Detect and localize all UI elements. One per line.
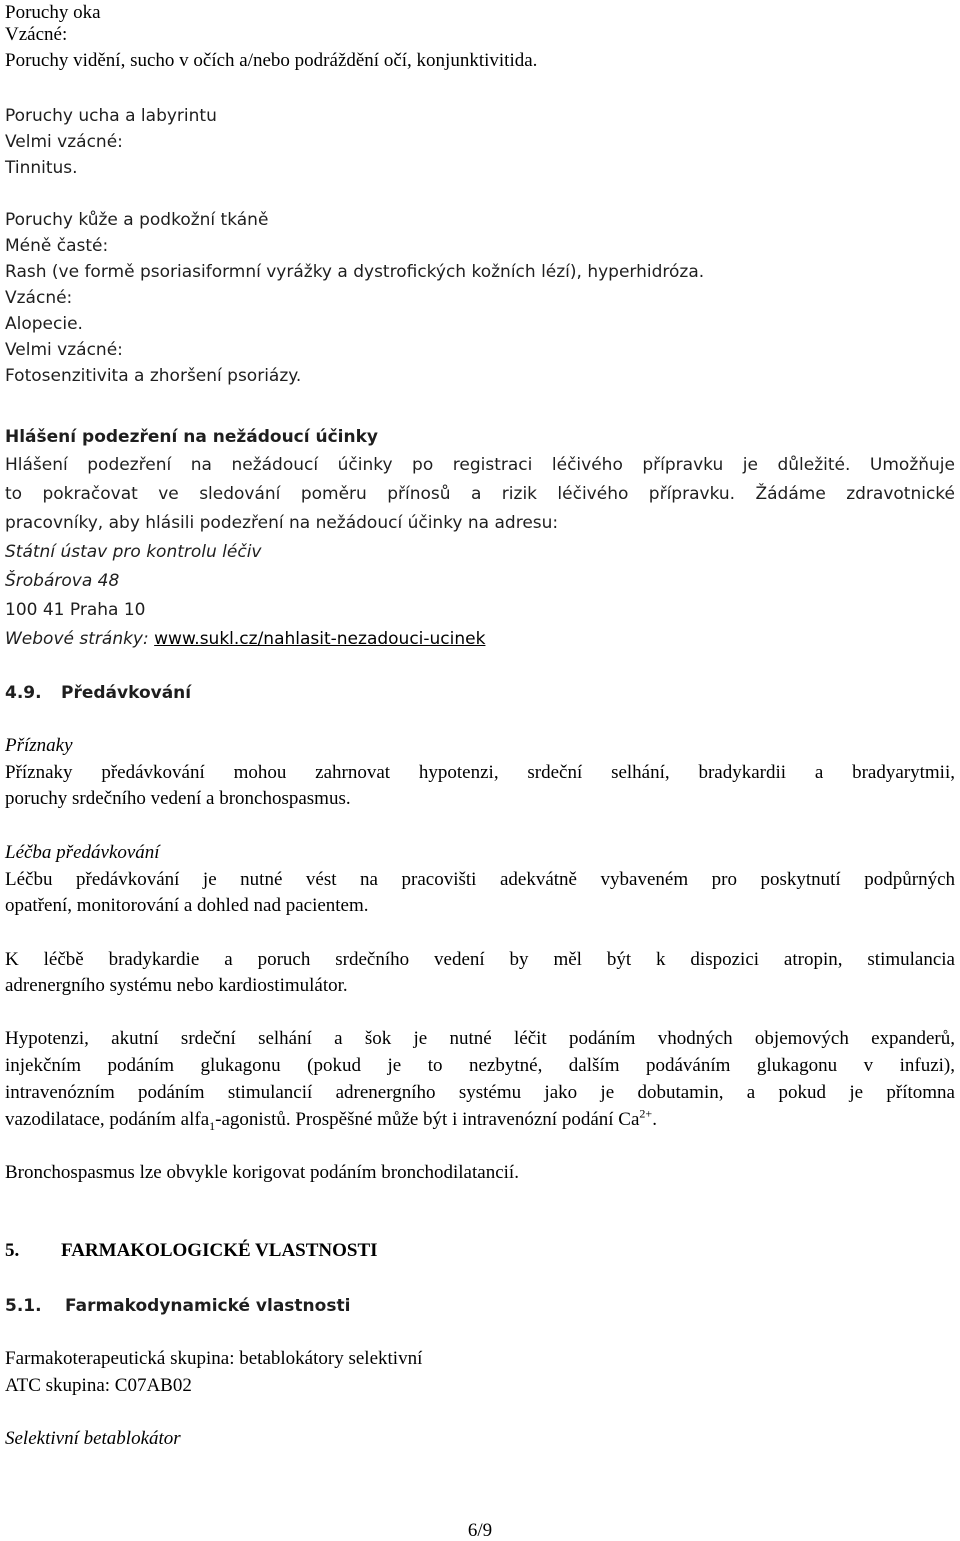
pharmacotherapeutic-group: Farmakoterapeutická skupina: betablokátory selektivní [5,1348,423,1369]
ear-disorders-heading: Poruchy ucha a labyrintu [5,106,217,126]
reporting-paragraph-line-2: to pokračovat ve sledování poměru přínosů a rizik léčivého přípravku. Žádáme zdravotnické [5,484,955,504]
ear-frequency-label: Velmi vzácné: [5,132,123,152]
section-number: 4.9. [5,683,42,703]
symptoms-paragraph-line-2: poruchy srdečního vedení a bronchospasmus. [5,788,351,809]
alpha-subscript: 1 [209,1118,216,1133]
skin-disorders-heading: Poruchy kůže a podkožní tkáně [5,210,269,230]
reporting-website-line [5,626,485,652]
section-title: FARMAKOLOGICKÉ VLASTNOSTI [61,1240,378,1261]
skin-frequency-label-very-rare: Velmi vzácné: [5,340,123,360]
eye-disorders-text: Poruchy vidění, sucho v očích a/nebo podráždění očí, konjunktivitida. [5,50,538,71]
atc-code: ATC skupina: C07AB02 [5,1375,192,1396]
hypotension-line-4-part-b: -agonistů. Prospěšné může být i intravenózní podání Ca [215,1109,640,1130]
hypotension-paragraph-line-2: injekčním podáním glukagonu (pokud je to nezbytné, dalším podáváním glukagonu v infuzi), [5,1055,955,1076]
hypotension-line-4-part-c: . [652,1109,657,1130]
section-number: 5. [5,1240,20,1261]
reporting-street-address: Šrobárova 48 [5,571,120,591]
reporting-heading: Hlášení podezření na nežádoucí účinky [5,427,378,447]
reporting-paragraph-line-3: pracovníky, aby hlásili podezření na nežádoucí účinky na adresu: [5,513,559,533]
page-number: 6/9 [467,1520,493,1541]
treatment-heading: Léčba předávkování [5,842,160,863]
skin-frequency-label-uncommon: Méně časté: [5,236,109,256]
reporting-city: 100 41 Praha 10 [5,600,146,620]
skin-text-rare: Alopecie. [5,314,83,334]
section-5-1-heading [5,1293,350,1319]
symptoms-paragraph-line-1: Příznaky předávkování mohou zahrnovat hypotenzi, srdeční selhání, bradykardii a bradyarytmii, [5,762,955,783]
reporting-website-link[interactable]: www.sukl.cz/nahlasit-nezadouci-ucinek [154,629,486,649]
reporting-institute-name: Státní ústav pro kontrolu léčiv [5,542,262,562]
section-title: Farmakodynamické vlastnosti [65,1296,351,1316]
section-title: Předávkování [61,683,192,703]
hypotension-paragraph-line-3: intravenózním podáním stimulancií adrenergního systému jako je dobutamin, a pokud je přítomna [5,1082,955,1103]
skin-frequency-label-rare: Vzácné: [5,288,73,308]
symptoms-heading: Příznaky [5,735,73,756]
drug-class: Selektivní betablokátor [5,1428,181,1449]
hypotension-paragraph-line-4 [5,1107,657,1133]
section-number: 5.1. [5,1296,42,1316]
treatment-paragraph-line-1: Léčbu předávkování je nutné vést na pracovišti adekvátně vybaveném pro poskytnutí podpůrných [5,869,955,890]
hypotension-line-4-part-a: vazodilatace, podáním alfa [5,1109,210,1130]
website-label: Webové stránky: [5,629,149,649]
calcium-superscript: 2+ [639,1106,653,1121]
reporting-paragraph-line-1: Hlášení podezření na nežádoucí účinky po registraci léčivého přípravku je důležité. Umožňuje [5,455,955,475]
bradycardia-paragraph-line-2: adrenergního systému nebo kardiostimulátor. [5,975,348,996]
bronchospasm-paragraph: Bronchospasmus lze obvykle korigovat podáním bronchodilatancií. [5,1162,519,1183]
skin-text-uncommon: Rash (ve formě psoriasiformní vyrážky a dystrofických kožních lézí), hyperhidróza. [5,262,705,282]
treatment-paragraph-line-2: opatření, monitorování a dohled nad pacientem. [5,895,369,916]
section-4-9-heading [5,680,191,706]
hypotension-paragraph-line-1: Hypotenzi, akutní srdeční selhání a šok je nutné léčit podáním vhodných objemových expanderů, [5,1028,955,1049]
ear-disorders-text: Tinnitus. [5,158,78,178]
bradycardia-paragraph-line-1: K léčbě bradykardie a poruch srdečního vedení by měl být k dispozici atropin, stimulancia [5,949,955,970]
skin-text-very-rare: Fotosenzitivita a zhoršení psoriázy. [5,366,302,386]
eye-disorders-heading: Poruchy oka [5,2,101,23]
section-5-heading [5,1238,378,1264]
eye-frequency-label: Vzácné: [5,24,68,45]
